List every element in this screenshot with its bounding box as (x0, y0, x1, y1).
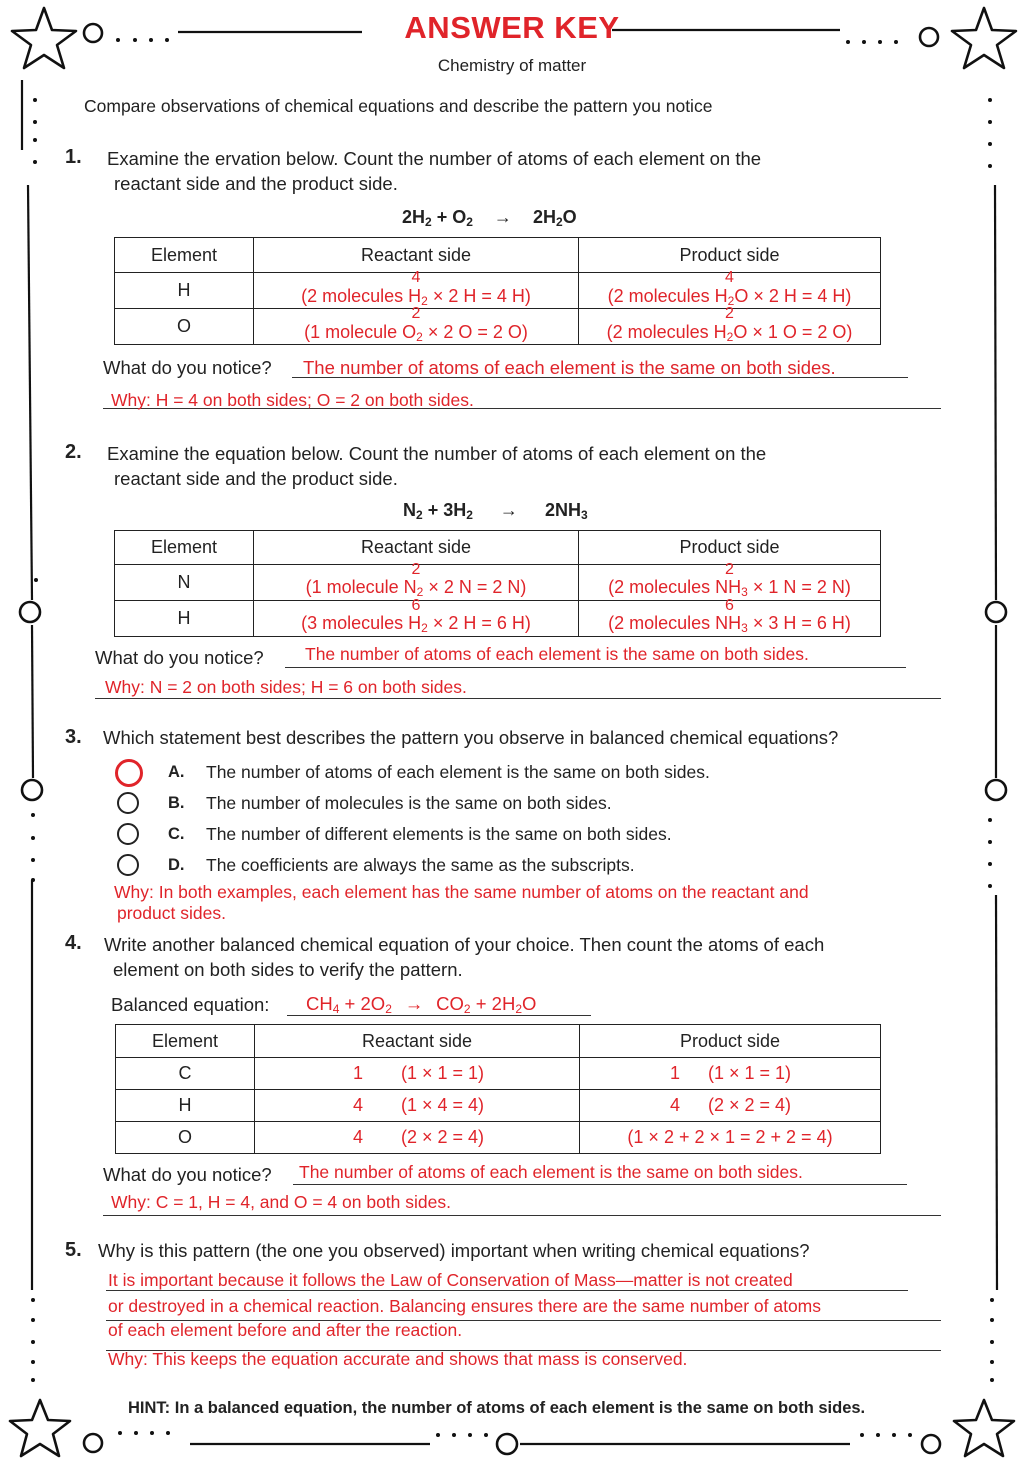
option-c-radio[interactable] (117, 823, 139, 845)
column-header: Element (115, 238, 254, 273)
arrow-icon: → (404, 993, 424, 1014)
question-number: 2. (65, 441, 82, 463)
table-row (115, 273, 881, 309)
question-text: reactant side and the product side. (114, 468, 398, 489)
product-cell: (1 × 2 + 2 × 1 = 2 + 2 = 4) (580, 1122, 881, 1154)
element-cell: O (116, 1122, 255, 1154)
option-text: The number of molecules is the same on both sides. (206, 793, 612, 813)
answer-line (293, 1184, 907, 1185)
option-text: The number of atoms of each element is the same on both sides. (206, 762, 710, 782)
answer-line (285, 667, 906, 668)
notice-answer: The number of atoms of each element is the same on both sides. (299, 1162, 803, 1182)
instructions: Compare observations of chemical equations and describe the pattern you notice (84, 96, 713, 116)
page-title: ANSWER KEY (404, 10, 620, 45)
notice-label: What do you notice? (103, 357, 272, 378)
notice-answer: The number of atoms of each element is the same on both sides. (305, 644, 809, 664)
option-letter: D. (168, 856, 185, 874)
question-number: 1. (65, 146, 82, 168)
question-number: 4. (65, 932, 82, 954)
table-row (116, 1090, 881, 1122)
column-header: Reactant side (255, 1025, 580, 1058)
atom-count-table (114, 530, 881, 637)
answer-text: or destroyed in a chemical reaction. Balancing ensures there are the same number of atoms (108, 1296, 822, 1316)
answer-line (103, 1215, 941, 1216)
why-answer: Why: H = 4 on both sides; O = 2 on both sides. (111, 390, 474, 410)
chemical-equation: $N_2 + 3H_2 \to 2NH_3$ (403, 500, 588, 522)
column-header: Element (116, 1025, 255, 1058)
reactant-cell: 4 (2 × 2 = 4) (255, 1122, 580, 1154)
atom-count-table (115, 1024, 881, 1154)
question-text: Examine the ervation below. Count the number of atoms of each element on the (107, 148, 762, 169)
why-answer: Why: C = 1, H = 4, and O = 4 on both sides. (111, 1192, 451, 1212)
element-cell: H (116, 1090, 255, 1122)
reactant-cell: 1 (1 × 1 = 1) (255, 1058, 580, 1090)
balanced-equation-label: Balanced equation: (111, 994, 270, 1015)
column-header: Product side (580, 1025, 881, 1058)
element-cell: O (115, 309, 254, 345)
notice-label: What do you notice? (95, 647, 264, 668)
notice-answer: The number of atoms of each element is the same on both sides. (303, 357, 836, 378)
answer-text: of each element before and after the reaction. (108, 1320, 463, 1340)
product-cell: 2 (2 molecules $H_2O \times 1$ O = 2 O) (579, 309, 881, 345)
product-cell: 4 (2 molecules $H_2O \times 2$ H = 4 H) (579, 273, 881, 309)
table-row (116, 1058, 881, 1090)
star-icon (10, 1400, 70, 1456)
hint-text: HINT: In a balanced equation, the number of atoms of each element is the same on both sides. (128, 1399, 866, 1417)
question-number: 3. (65, 726, 82, 748)
notice-label: What do you notice? (103, 1164, 272, 1185)
chemical-equation: $2H_2 + O_2 \to 2H_2O$ (402, 207, 577, 229)
answer-line (95, 698, 941, 699)
column-header: Reactant side (254, 531, 579, 565)
option-a-radio[interactable] (115, 759, 143, 787)
product-cell: 1 (1 × 1 = 1) (580, 1058, 881, 1090)
reactant-cell: 2 (1 molecule $O_2 \times 2$ O = 2 O) (254, 309, 579, 345)
option-text: The number of different elements is the same on both sides. (206, 824, 672, 844)
answer-text: Why: This keeps the equation accurate and shows that mass is conserved. (108, 1349, 688, 1369)
option-d-radio[interactable] (117, 854, 139, 876)
table-row (115, 565, 881, 601)
question-number: 5. (65, 1239, 82, 1261)
page-subtitle: Chemistry of matter (437, 56, 587, 75)
option-b-radio[interactable] (117, 792, 139, 814)
product-cell: 6 (2 molecules $NH_3 \times 3$ H = 6 H) (579, 601, 881, 637)
option-text: The coefficients are always the same as the subscripts. (206, 855, 635, 875)
atom-count-table (114, 237, 881, 345)
option-letter: B. (168, 794, 185, 812)
product-cell: 4 (2 × 2 = 4) (580, 1090, 881, 1122)
option-letter: A. (168, 763, 185, 781)
element-cell: H (115, 601, 254, 637)
arrow-icon: → (499, 500, 518, 520)
reactant-cell: 4 (2 molecules $H_2 \times 2$ H = 4 H) (254, 273, 579, 309)
option-letter: C. (168, 825, 185, 843)
why-answer: product sides. (117, 903, 226, 923)
column-header: Product side (579, 531, 881, 565)
reactant-cell: 4 (1 × 4 = 4) (255, 1090, 580, 1122)
element-cell: H (115, 273, 254, 309)
reactant-cell: 2 (1 molecule $N_2 \times 2$ N = 2 N) (254, 565, 579, 601)
element-cell: N (115, 565, 254, 601)
column-header: Reactant side (254, 238, 579, 273)
question-text: Why is this pattern (the one you observed) important when writing chemical equations? (98, 1240, 810, 1261)
star-icon (954, 1400, 1014, 1456)
why-answer: Why: In both examples, each element has the same number of atoms on the reactant and (114, 882, 809, 902)
product-cell: 2 (2 molecules $NH_3 \times 1$ N = 2 N) (579, 565, 881, 601)
table-row (116, 1122, 881, 1154)
question-text: element on both sides to verify the pattern. (113, 959, 463, 980)
question-text: Which statement best describes the pattern you observe in balanced chemical equations? (103, 727, 839, 748)
table-row (115, 601, 881, 637)
why-answer: Why: N = 2 on both sides; H = 6 on both sides. (105, 677, 467, 697)
balanced-equation-answer: $CH_4 + 2O_2 \to CO_2 + 2H_2O$ (306, 993, 537, 1016)
element-cell: C (116, 1058, 255, 1090)
reactant-cell: 6 (3 molecules $H_2 \times 2$ H = 6 H) (254, 601, 579, 637)
table-row (115, 309, 881, 345)
question-text: Examine the equation below. Count the number of atoms of each element on the (107, 443, 767, 464)
column-header: Product side (579, 238, 881, 273)
question-text: Write another balanced chemical equation of your choice. Then count the atoms of each (104, 934, 825, 955)
arrow-icon: → (493, 207, 512, 227)
question-text: reactant side and the product side. (114, 173, 398, 194)
column-header: Element (115, 531, 254, 565)
answer-text: It is important because it follows the Law of Conservation of Mass—matter is not created (108, 1270, 793, 1290)
